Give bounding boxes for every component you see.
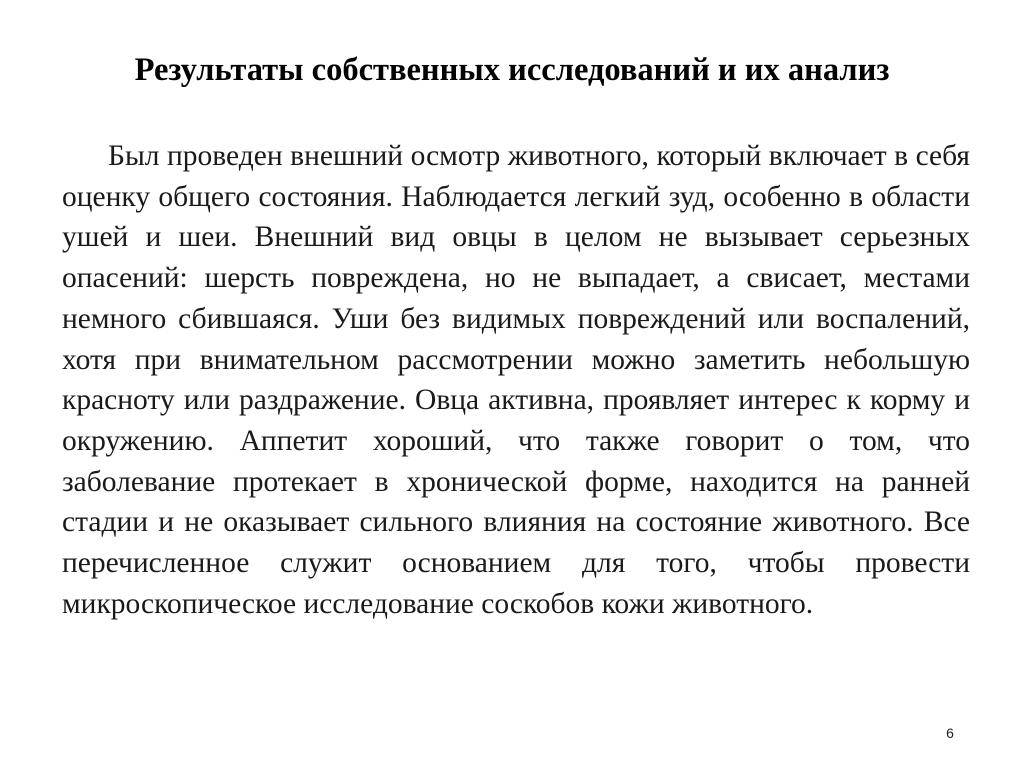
page-number: 6	[946, 725, 954, 741]
slide-title: Результаты собственных исследований и их анализ	[134, 52, 890, 88]
body-paragraph: Был проведен внешний осмотр животного, который включает в себя оценку общего состояния. Наблюдается легкий зуд, особенно в области ушей и шеи. Внешний вид овцы в целом не вызывает серьезных опасений: шерсть повреждена, но не выпадает, а свисает, местами немного сбившаяся. Уши без видимых повреждений или воспалений, хотя при внимательном рассмотрении можно заметить небольшую красноту или раздражение. Овца активна, проявляет интерес к корму и окружению. Аппетит хороший, что также говорит о том, что заболевание протекает в хронической форме, находится на ранней стадии и не оказывает сильного влияния на состояние животного. Все перечисленное служит основанием для того, чтобы провести микроскопическое исследование соскобов кожи животного.	[62, 140, 970, 620]
